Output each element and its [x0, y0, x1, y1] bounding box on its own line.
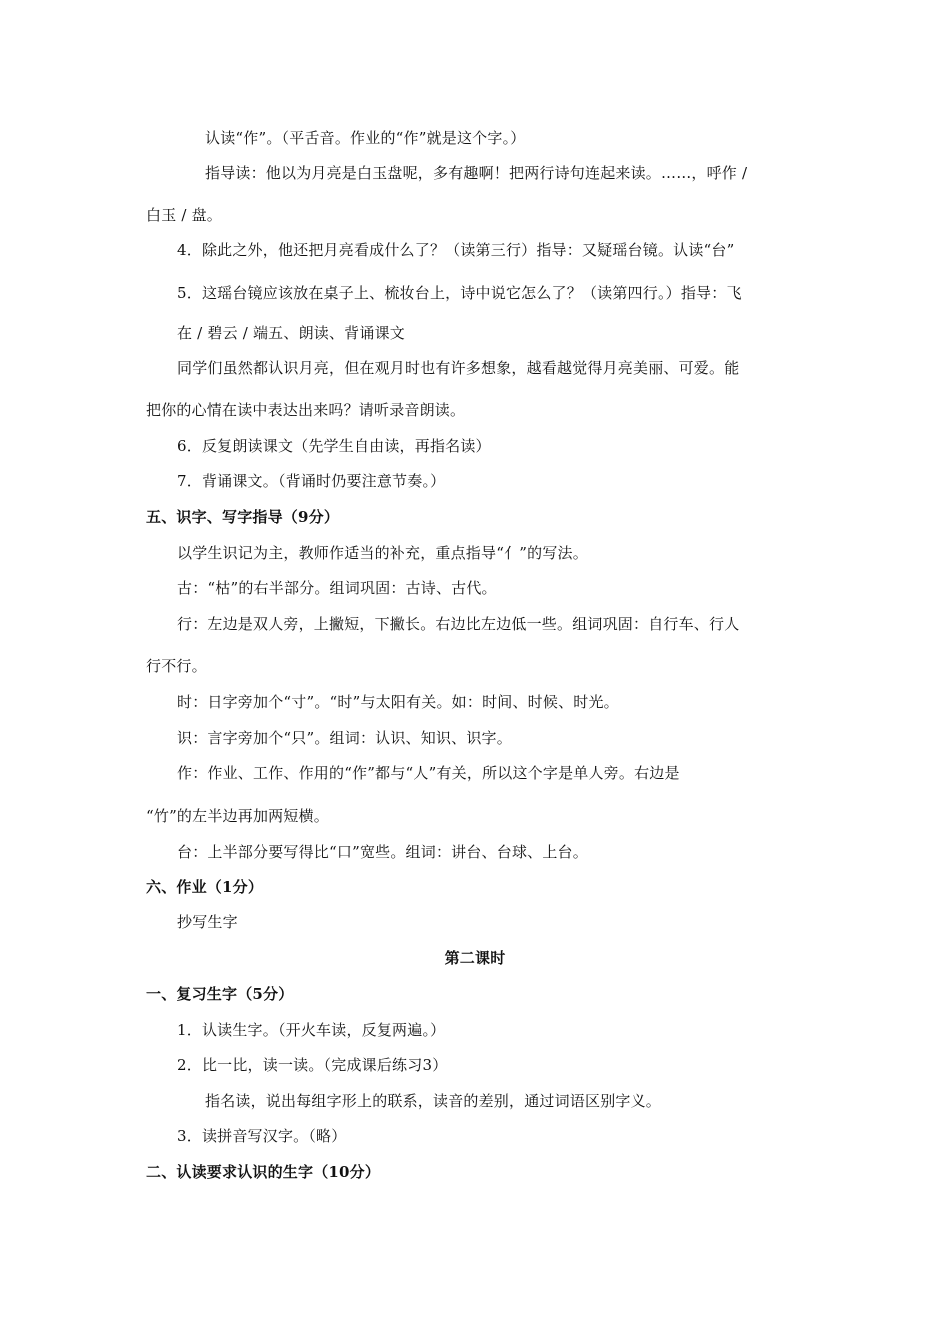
text-line: 时：日字旁加个“寸”。“时”与太阳有关。如：时间、时候、时光。: [177, 693, 619, 711]
text-line: 指导读：他以为月亮是白玉盘呢，多有趣啊！把两行诗句连起来读。……，呼作 /: [205, 164, 748, 182]
section-heading: 二、认读要求认识的生字（10分）: [146, 1163, 381, 1181]
text-line: “竹”的左半边再加两短横。: [146, 807, 329, 825]
text-line: 1．认读生字。（开火车读，反复两遍。）: [177, 1021, 446, 1039]
section-heading: 六、作业（1分）: [146, 878, 264, 896]
text-line: 抄写生字: [177, 913, 238, 931]
text-line: 把你的心情在读中表达出来吗？请听录音朗读。: [146, 401, 466, 419]
text-line: 5．这瑶台镜应该放在桌子上、梳妆台上，诗中说它怎么了？（读第四行。）指导：飞: [177, 284, 742, 302]
section-heading: 一、复习生字（5分）: [146, 985, 294, 1003]
text-line: 7．背诵课文。（背诵时仍要注意节奏。）: [177, 472, 446, 490]
text-line: 认读“作”。（平舌音。作业的“作”就是这个字。）: [205, 129, 526, 147]
section-heading: 五、识字、写字指导（9分）: [146, 508, 340, 526]
text-line: 4．除此之外，他还把月亮看成什么了？（读第三行）指导：又疑瑶台镜。认读“台”: [177, 241, 735, 259]
text-line: 以学生识记为主，教师作适当的补充，重点指导“亻”的写法。: [177, 544, 588, 562]
text-line: 在 / 碧云 / 端五、朗读、背诵课文: [177, 324, 405, 342]
text-line: 识：言字旁加个“只”。组词：认识、知识、识字。: [177, 729, 512, 747]
text-line: 白玉 / 盘。: [146, 206, 222, 224]
text-line: 3．读拼音写汉字。（略）: [177, 1127, 347, 1145]
text-line: 指名读，说出每组字形上的联系，读音的差别，通过词语区别字义。: [205, 1092, 662, 1110]
lesson-title: 第二课时: [444, 949, 506, 967]
text-line: 6．反复朗读课文（先学生自由读，再指名读）: [177, 437, 491, 455]
text-line: 同学们虽然都认识月亮，但在观月时也有许多想象，越看越觉得月亮美丽、可爱。能: [177, 359, 740, 377]
text-line: 台：上半部分要写得比“口”宽些。组词：讲台、台球、上台。: [177, 843, 588, 861]
text-line: 作：作业、工作、作用的“作”都与“人”有关，所以这个字是单人旁。右边是: [177, 764, 680, 782]
text-line: 2．比一比，读一读。（完成课后练习3）: [177, 1056, 448, 1074]
text-line: 古：“枯”的右半部分。组词巩固：古诗、古代。: [177, 579, 497, 597]
text-line: 行不行。: [146, 657, 207, 675]
text-line: 行：左边是双人旁，上撇短，下撇长。右边比左边低一些。组词巩固：自行车、行人: [177, 615, 740, 633]
